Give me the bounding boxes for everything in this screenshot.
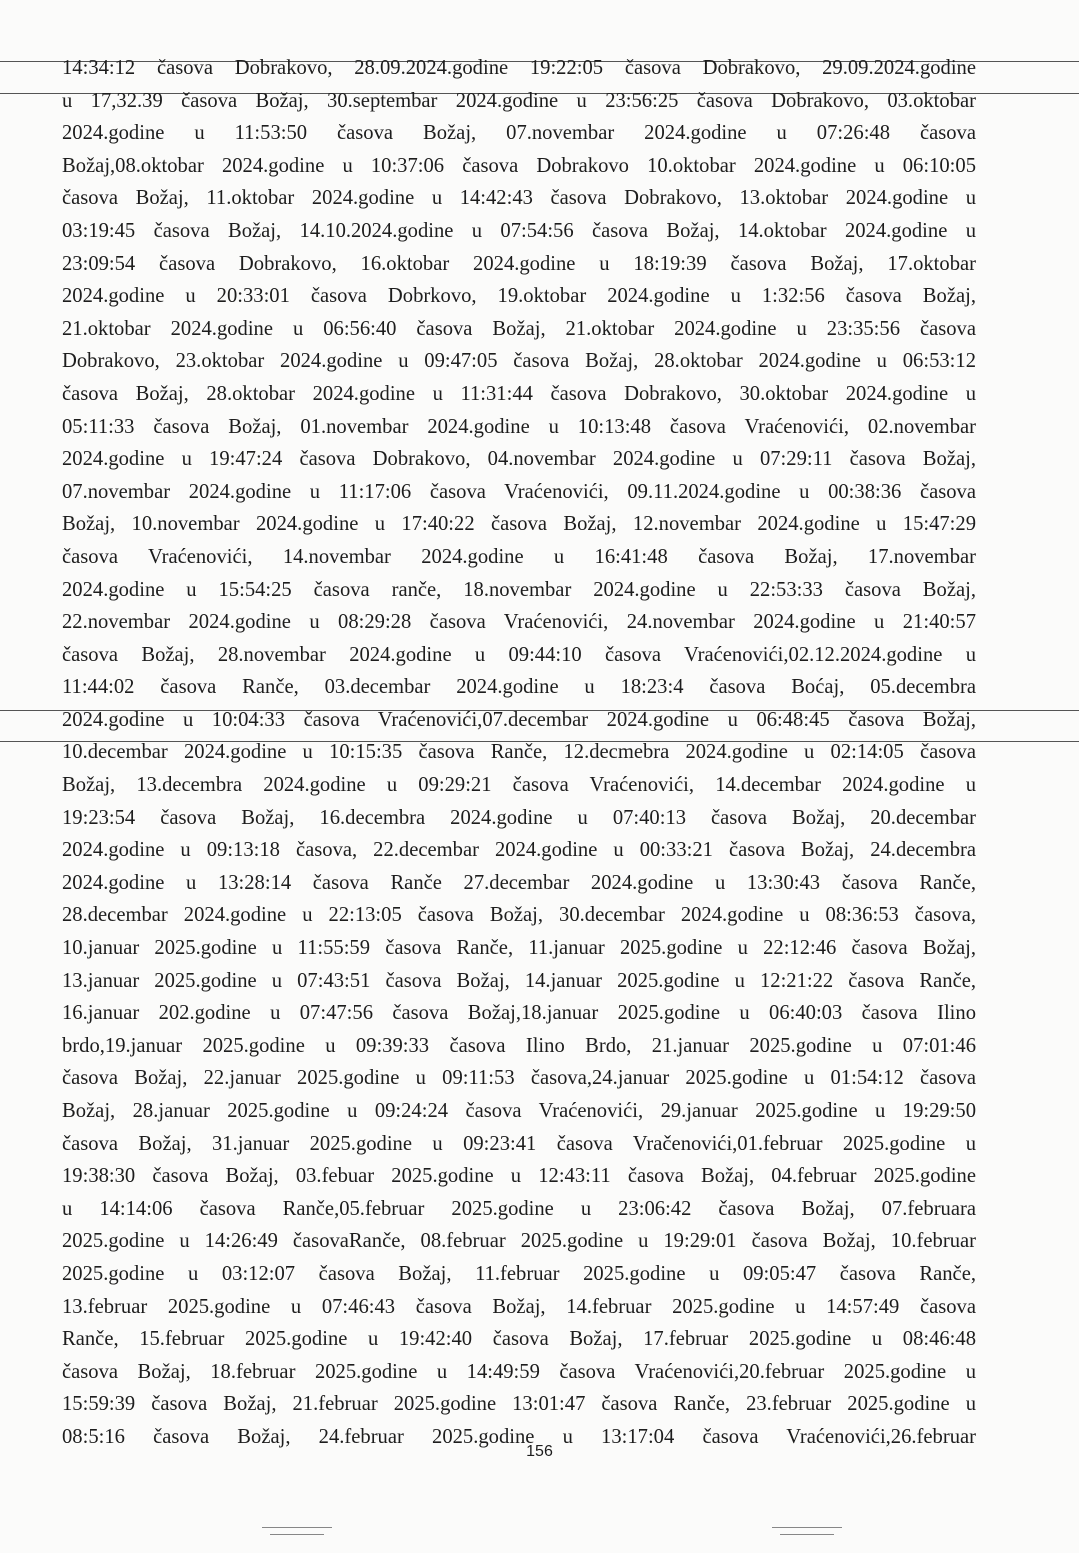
text-line: 2024.godine u 15:54:25 časova ranče, 18.novembar 2024.godine u 22:53:33 časova Božaj, xyxy=(62,578,976,601)
text-line: časova Vraćenovići, 14.novembar 2024.godine u 16:41:48 časova Božaj, 17.novembar xyxy=(62,545,976,568)
text-line: 13.februar 2025.godine u 07:46:43 časova Božaj, 14.februar 2025.godine u 14:57:49 časova xyxy=(62,1295,976,1318)
footer-mark xyxy=(262,1527,332,1528)
text-line: 2024.godine u 09:13:18 časova, 22.decembar 2024.godine u 00:33:21 časova Božaj, 24.decembra xyxy=(62,839,976,862)
text-line: 16.januar 202.godine u 07:47:56 časova Božaj,18.januar 2025.godine u 06:40:03 časova Ilino xyxy=(62,1002,976,1025)
text-line: 11:44:02 časova Ranče, 03.decembar 2024.godine u 18:23:4 časova Boćaj, 05.decembra xyxy=(62,676,976,699)
text-line: 2024.godine u 11:53:50 časova Božaj, 07.novembar 2024.godine u 07:26:48 časova xyxy=(62,122,976,145)
document-body xyxy=(62,52,976,1454)
text-line: 2024.godine u 10:04:33 časova Vraćenovići,07.decembar 2024.godine u 06:48:45 časova Božaj, xyxy=(62,708,976,731)
text-line: 10.decembar 2024.godine u 10:15:35 časova Ranče, 12.decmebra 2024.godine u 02:14:05 časova xyxy=(62,741,976,764)
text-line: Dobrakovo, 23.oktobar 2024.godine u 09:47:05 časova Božaj, 28.oktobar 2024.godine u 06:53:12 xyxy=(62,350,976,373)
text-line: časova Božaj, 22.januar 2025.godine u 09:11:53 časova,24.januar 2025.godine u 01:54:12 časova xyxy=(62,1067,976,1090)
text-line: časova Božaj, 18.februar 2025.godine u 14:49:59 časova Vraćenovići,20.februar 2025.godine u xyxy=(62,1360,976,1383)
text-line: 13.januar 2025.godine u 07:43:51 časova Božaj, 14.januar 2025.godine u 12:21:22 časova Ranče, xyxy=(62,969,976,992)
text-line: časova Božaj, 11.oktobar 2024.godine u 14:42:43 časova Dobrakovo, 13.oktobar 2024.godine u xyxy=(62,187,976,210)
text-line: 03:19:45 časova Božaj, 14.10.2024.godine u 07:54:56 časova Božaj, 14.oktobar 2024.godine u xyxy=(62,219,976,242)
footer-mark xyxy=(270,1534,324,1535)
text-line: 2025.godine u 03:12:07 časova Božaj, 11.februar 2025.godine u 09:05:47 časova Ranče, xyxy=(62,1262,976,1285)
text-line: 2024.godine u 20:33:01 časova Dobrkovo, 19.oktobar 2024.godine u 1:32:56 časova Božaj, xyxy=(62,285,976,308)
text-line: 19:23:54 časova Božaj, 16.decembra 2024.godine u 07:40:13 časova Božaj, 20.decembar xyxy=(62,806,976,829)
text-line: 14:34:12 časova Dobrakovo, 28.09.2024.godine 19:22:05 časova Dobrakovo, 29.09.2024.godine xyxy=(62,57,976,79)
text-line: Božaj, 13.decembra 2024.godine u 09:29:21 časova Vraćenovići, 14.decembar 2024.godine u xyxy=(62,774,976,797)
text-line: 2025.godine u 14:26:49 časovaRanče, 08.februar 2025.godine u 19:29:01 časova Božaj, 10.februar xyxy=(62,1230,976,1253)
text-line: 2024.godine u 13:28:14 časova Ranče 27.decembar 2024.godine u 13:30:43 časova Ranče, xyxy=(62,871,976,894)
text-line: 19:38:30 časova Božaj, 03.febuar 2025.godine u 12:43:11 časova Božaj, 04.februar 2025.godine xyxy=(62,1165,976,1188)
footer-mark xyxy=(772,1527,842,1528)
text-line: Božaj,08.oktobar 2024.godine u 10:37:06 časova Dobrakovo 10.oktobar 2024.godine u 06:10:05 xyxy=(62,154,976,177)
text-line: u 17,32.39 časova Božaj, 30.septembar 2024.godine u 23:56:25 časova Dobrakovo, 03.oktobar xyxy=(62,89,976,112)
page-number: 156 xyxy=(526,1443,553,1460)
text-line: 08:5:16 časova Božaj, 24.februar 2025.godine u 13:17:04 časova Vraćenovići,26.februar xyxy=(62,1425,976,1448)
text-line: 21.oktobar 2024.godine u 06:56:40 časova Božaj, 21.oktobar 2024.godine u 23:35:56 časova xyxy=(62,317,976,340)
footer-mark xyxy=(780,1534,834,1535)
text-line: časova Božaj, 31.januar 2025.godine u 09:23:41 časova Vračenovići,01.februar 2025.godine u xyxy=(62,1132,976,1155)
text-line: 22.novembar 2024.godine u 08:29:28 časova Vraćenovići, 24.novembar 2024.godine u 21:40:57 xyxy=(62,611,976,634)
text-line: časova Božaj, 28.oktobar 2024.godine u 11:31:44 časova Dobrakovo, 30.oktobar 2024.godine u xyxy=(62,382,976,405)
text-line: 28.decembar 2024.godine u 22:13:05 časova Božaj, 30.decembar 2024.godine u 08:36:53 časova, xyxy=(62,904,976,927)
text-line: 2024.godine u 19:47:24 časova Dobrakovo, 04.novembar 2024.godine u 07:29:11 časova Božaj, xyxy=(62,448,976,471)
text-line: Božaj, 28.januar 2025.godine u 09:24:24 časova Vraćenovići, 29.januar 2025.godine u 19:29:50 xyxy=(62,1100,976,1122)
text-line: 15:59:39 časova Božaj, 21.februar 2025.godine 13:01:47 časova Ranče, 23.februar 2025.godine u xyxy=(62,1393,976,1416)
text-line: Ranče, 15.februar 2025.godine u 19:42:40 časova Božaj, 17.februar 2025.godine u 08:46:48 xyxy=(62,1328,976,1351)
text-line: 23:09:54 časova Dobrakovo, 16.oktobar 2024.godine u 18:19:39 časova Božaj, 17.oktobar xyxy=(62,252,976,275)
text-line: časova Božaj, 28.novembar 2024.godine u 09:44:10 časova Vraćenovići,02.12.2024.godine u xyxy=(62,643,976,666)
text-line: brdo,19.januar 2025.godine u 09:39:33 časova Ilino Brdo, 21.januar 2025.godine u 07:01:46 xyxy=(62,1034,976,1057)
text-line: 10.januar 2025.godine u 11:55:59 časova Ranče, 11.januar 2025.godine u 22:12:46 časova Božaj, xyxy=(62,937,976,960)
text-line: u 14:14:06 časova Ranče,05.februar 2025.godine u 23:06:42 časova Božaj, 07.februara xyxy=(62,1197,976,1220)
text-line: 07.novembar 2024.godine u 11:17:06 časova Vraćenovići, 09.11.2024.godine u 00:38:36 časova xyxy=(62,480,976,503)
text-line: Božaj, 10.novembar 2024.godine u 17:40:22 časova Božaj, 12.novembar 2024.godine u 15:47:29 xyxy=(62,513,976,536)
text-line: 05:11:33 časova Božaj, 01.novembar 2024.godine u 10:13:48 časova Vraćenovići, 02.novembar xyxy=(62,415,976,438)
